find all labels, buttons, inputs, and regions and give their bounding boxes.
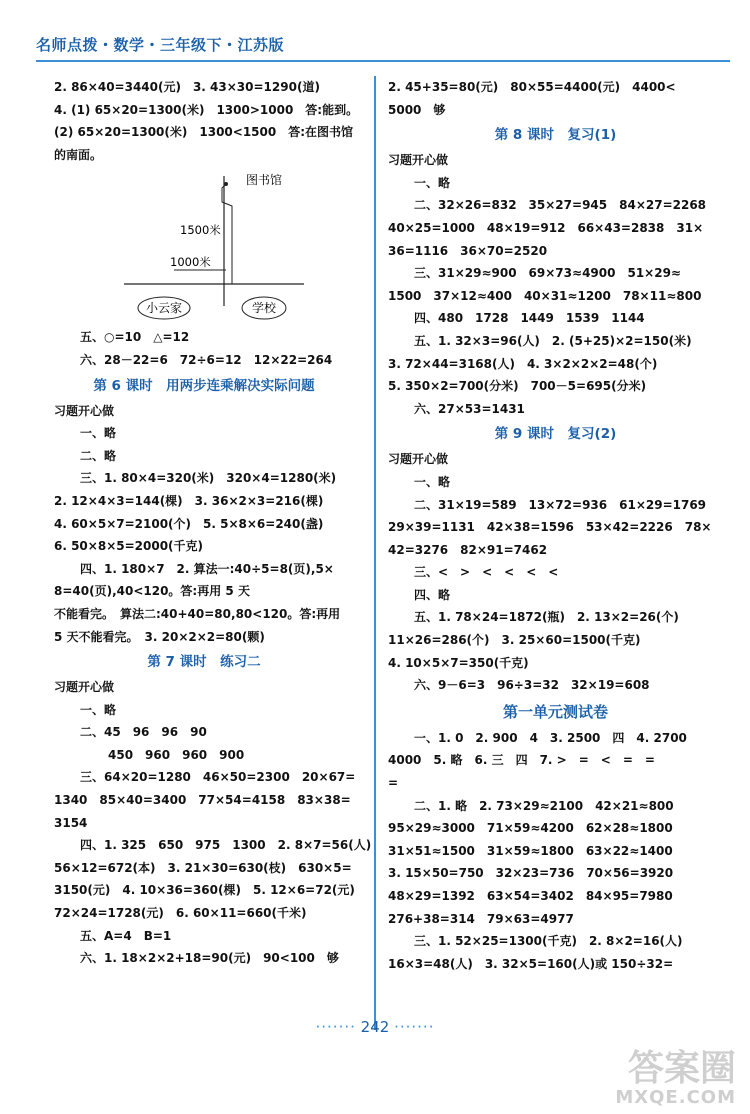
- footer-dots-left: ·······: [315, 1018, 356, 1036]
- text-line: 3150(元) 4. 10×36=360(棵) 5. 12×6=72(元): [54, 883, 355, 898]
- text-line: 四、1. 325 650 975 1300 2. 8×7=56(人): [80, 838, 372, 853]
- watermark: [615, 1050, 736, 1108]
- map-label-home: 小云家: [145, 301, 183, 316]
- text-line: 三、< > < < < <: [414, 565, 559, 580]
- text-line: 1340 85×40=3400 77×54=4158 83×38=: [54, 793, 351, 808]
- text-line: 95×29≈3000 71×59≈4200 62×28≈1800: [388, 821, 673, 836]
- route-map-figure: [54, 166, 354, 326]
- text-line: 16×3=48(人) 3. 32×5=160(人)或 150÷32=: [388, 956, 674, 971]
- page-number: 242: [360, 1018, 390, 1036]
- text-line: 3. 15×50=750 32×23=736 70×56=3920: [388, 866, 674, 881]
- text-line: 8=40(页),40<120。答:再用 5 天: [54, 584, 250, 599]
- text-line: 五、A=4 B=1: [80, 928, 172, 943]
- section-heading-lesson-9: 第 9 课时 复习(2): [494, 426, 617, 443]
- text-line: 42=3276 82×91=7462: [388, 542, 548, 557]
- text-line: 不能看完。 算法二:40+40=80,80<120。答:再用: [54, 606, 341, 621]
- subheading: 习题开心做: [54, 680, 115, 695]
- library-point: [224, 182, 228, 186]
- text-line: 二、45 96 96 90: [80, 725, 207, 740]
- text-line: 六、28－22=6 72÷6=12 12×22=264: [80, 352, 333, 367]
- map-label-1000m: 1000米: [170, 255, 211, 270]
- page-footer: [0, 1018, 750, 1036]
- text-line: 48×29=1392 63×54=3402 84×95=7980: [388, 889, 673, 903]
- unit-test-title: 第一单元测试卷: [502, 702, 608, 721]
- text-line: 4. (1) 65×20=1300(米) 1300>1000 答:能到。: [54, 102, 359, 117]
- column-divider: [374, 76, 376, 1030]
- text-line: 一、略: [80, 702, 117, 717]
- text-line: 三、31×29≈900 69×73≈4900 51×29≈: [414, 266, 681, 281]
- text-line: 四、1. 180×7 2. 算法一:40÷5=8(页),5×: [80, 561, 334, 576]
- text-line: 五、1. 32×3=96(人) 2. (5+25)×2=150(米): [414, 333, 692, 348]
- text-line: 1500 37×12≈400 40×31≈1200 78×11≈800: [388, 288, 702, 303]
- section-heading-lesson-8: 第 8 课时 复习(1): [494, 127, 617, 144]
- subheading: 习题开心做: [388, 452, 449, 467]
- text-line: 一、略: [80, 426, 117, 441]
- map-label-library: 图书馆: [246, 173, 283, 188]
- text-line: 29×39=1131 42×38=1596 53×42=2226 78×: [388, 520, 712, 535]
- map-label-school: 学校: [251, 301, 277, 316]
- text-line: 4. 60×5×7=2100(个) 5. 5×8×6=240(盏): [54, 516, 324, 531]
- text-line: 5 天不能看完。 3. 20×2×2=80(颗): [54, 629, 265, 644]
- text-line: 二、31×19=589 13×72=936 61×29=1769: [414, 497, 707, 512]
- text-line: 六、9－6=3 96÷3=32 32×19=608: [414, 678, 650, 693]
- map-label-1500m: 1500米: [180, 223, 221, 238]
- text-line: 二、略: [80, 448, 117, 463]
- text-line: 五、1. 78×24=1872(瓶) 2. 13×2=26(个): [414, 610, 679, 625]
- watermark-url: MXQE.COM: [615, 1087, 736, 1108]
- text-line: 一、1. 0 2. 900 4 3. 2500 四 4. 2700: [414, 730, 687, 745]
- section-heading-lesson-6: 第 6 课时 用两步连乘解决实际问题: [93, 377, 315, 394]
- subheading: 习题开心做: [54, 403, 115, 418]
- text-line: 一、略: [414, 175, 451, 190]
- footer-dots-right: ·······: [394, 1018, 435, 1036]
- page-header-title: 名师点拨・数学・三年级下・江苏版: [36, 36, 285, 54]
- text-line: 三、1. 80×4=320(米) 320×4=1280(米): [80, 471, 337, 486]
- text-line: 3154: [54, 815, 88, 830]
- text-line: 二、1. 略 2. 73×29≈2100 42×21≈800: [414, 798, 674, 813]
- text-line: 四、略: [414, 587, 451, 602]
- text-line: 276+38=314 79×63=4977: [388, 911, 574, 926]
- text-line: 6. 50×8×5=2000(千克): [54, 539, 204, 554]
- route-map-drawing: [54, 166, 354, 326]
- text-line: 3. 72×44=3168(人) 4. 3×2×2×2=48(个): [388, 356, 658, 371]
- header-rule: [36, 60, 730, 62]
- text-line: 六、1. 18×2×2+18=90(元) 90<100 够: [80, 951, 339, 966]
- text-line: 六、27×53=1431: [414, 401, 525, 416]
- text-line: 2. 45+35=80(元) 80×55=4400(元) 4400<: [388, 80, 676, 94]
- text-line: 三、64×20=1280 46×50=2300 20×67=: [80, 770, 356, 785]
- text-line: 一、略: [414, 474, 451, 489]
- text-line: 二、32×26=832 35×27=945 84×27=2268: [414, 198, 707, 213]
- text-line: 的南面。: [54, 147, 103, 162]
- text-line: 11×26=286(个) 3. 25×60=1500(千克): [388, 633, 641, 648]
- subheading: 习题开心做: [388, 153, 449, 168]
- section-heading-lesson-7: 第 7 课时 练习二: [147, 654, 261, 671]
- text-line: 31×51≈1500 31×59≈1800 63×22≈1400: [388, 843, 673, 858]
- text-line: 72×24=1728(元) 6. 60×11=660(千米): [54, 906, 307, 921]
- text-line: 5. 350×2=700(分米) 700－5=695(分米): [388, 379, 647, 394]
- text-line: 四、480 1728 1449 1539 1144: [414, 311, 645, 326]
- text-line: 40×25=1000 48×19=912 66×43=2838 31×: [388, 220, 704, 235]
- left-column: [54, 76, 372, 970]
- text-line: 2. 86×40=3440(元) 3. 43×30=1290(道): [54, 80, 320, 94]
- text-line: 三、1. 52×25=1300(千克) 2. 8×2=16(人): [414, 934, 683, 949]
- text-line: (2) 65×20=1300(米) 1300<1500 答:在图书馆: [54, 125, 354, 140]
- watermark-title: 答案圈: [627, 1048, 736, 1089]
- text-line: 五、○=10 △=12: [80, 330, 190, 345]
- text-line: 56×12=672(本) 3. 21×30=630(枝) 630×5=: [54, 860, 352, 875]
- text-line: 4000 5. 略 6. 三 四 7. > = < = =: [388, 753, 655, 768]
- text-line: 450 960 960 900: [108, 747, 245, 762]
- text-line: 5000 够: [388, 102, 446, 117]
- text-line: 4. 10×5×7=350(千克): [388, 655, 529, 670]
- right-column: [388, 76, 723, 975]
- text-line: 2. 12×4×3=144(棵) 3. 36×2×3=216(棵): [54, 493, 324, 508]
- text-line: =: [388, 776, 399, 791]
- text-line: 36=1116 36×70=2520: [388, 243, 548, 258]
